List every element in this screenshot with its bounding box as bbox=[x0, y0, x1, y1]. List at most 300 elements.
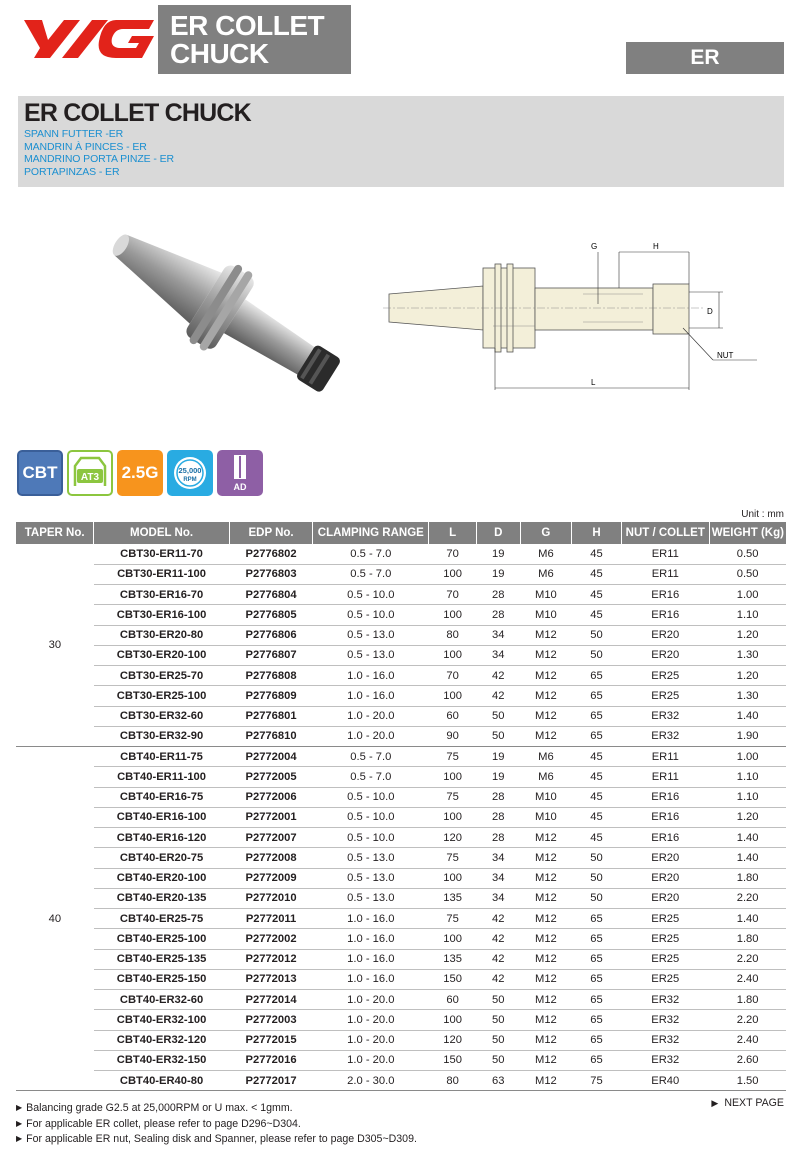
table-cell: CBT40-ER20-135 bbox=[94, 888, 229, 908]
table-cell: M12 bbox=[520, 645, 572, 665]
table-cell: 0.5 - 10.0 bbox=[313, 585, 429, 605]
table-cell: 0.5 - 13.0 bbox=[313, 888, 429, 908]
table-cell: 1.20 bbox=[709, 625, 786, 645]
product-title: ER COLLET CHUCK bbox=[24, 99, 251, 127]
table-cell: CBT30-ER25-70 bbox=[94, 666, 229, 686]
drawing-label-g: G bbox=[591, 242, 598, 251]
table-row bbox=[16, 909, 786, 929]
col-header: EDP No. bbox=[229, 522, 313, 544]
table-cell: 19 bbox=[476, 544, 520, 564]
col-header: D bbox=[476, 522, 520, 544]
table-cell: 1.00 bbox=[709, 747, 786, 767]
table-cell: 1.20 bbox=[709, 666, 786, 686]
drawing-label-l: L bbox=[591, 378, 596, 387]
table-cell: ER25 bbox=[621, 686, 709, 706]
table-row bbox=[16, 1071, 786, 1091]
table-cell: 2.0 - 30.0 bbox=[313, 1071, 429, 1091]
table-cell: 1.10 bbox=[709, 787, 786, 807]
table-cell: ER11 bbox=[621, 564, 709, 584]
table-cell: 75 bbox=[429, 747, 477, 767]
table-cell: 0.50 bbox=[709, 544, 786, 564]
table-cell: 65 bbox=[572, 990, 622, 1010]
header-title-line1: ER COLLET bbox=[170, 10, 325, 41]
table-cell: 1.50 bbox=[709, 1071, 786, 1091]
table-cell: 65 bbox=[572, 1050, 622, 1070]
table-row bbox=[16, 888, 786, 908]
table-cell: ER25 bbox=[621, 969, 709, 989]
drawing-label-h: H bbox=[653, 242, 659, 251]
table-cell: 45 bbox=[572, 767, 622, 787]
table-cell: 0.5 - 13.0 bbox=[313, 868, 429, 888]
table-cell: P2772001 bbox=[229, 807, 313, 827]
feature-badges bbox=[17, 450, 263, 498]
table-cell: 42 bbox=[476, 929, 520, 949]
table-cell: CBT40-ER32-100 bbox=[94, 1010, 229, 1030]
table-cell: CBT40-ER16-100 bbox=[94, 807, 229, 827]
table-cell: CBT40-ER16-75 bbox=[94, 787, 229, 807]
table-cell: 2.40 bbox=[709, 969, 786, 989]
table-cell: 50 bbox=[572, 848, 622, 868]
table-cell: M12 bbox=[520, 1010, 572, 1030]
table-cell: 150 bbox=[429, 1050, 477, 1070]
table-cell: 70 bbox=[429, 666, 477, 686]
table-cell: 50 bbox=[476, 1030, 520, 1050]
table-cell: ER20 bbox=[621, 645, 709, 665]
table-cell: 0.5 - 13.0 bbox=[313, 625, 429, 645]
table-cell: CBT30-ER32-60 bbox=[94, 706, 229, 726]
table-cell: P2776805 bbox=[229, 605, 313, 625]
table-cell: 65 bbox=[572, 949, 622, 969]
table-cell: 2.20 bbox=[709, 1010, 786, 1030]
product-subtitle: PORTAPINZAS - ER bbox=[24, 165, 120, 178]
table-cell: M12 bbox=[520, 625, 572, 645]
table-cell: 34 bbox=[476, 868, 520, 888]
table-cell: 45 bbox=[572, 828, 622, 848]
table-cell: P2772008 bbox=[229, 848, 313, 868]
table-cell: 1.0 - 20.0 bbox=[313, 1010, 429, 1030]
table-body bbox=[16, 544, 786, 1091]
table-row bbox=[16, 767, 786, 787]
yg-logo bbox=[20, 14, 156, 64]
product-subtitle: SPANN FUTTER -ER bbox=[24, 128, 124, 140]
table-cell: ER20 bbox=[621, 625, 709, 645]
table-cell: P2772010 bbox=[229, 888, 313, 908]
note-item: ▶ For applicable ER nut, Sealing disk and Spanner, please refer to page D305~D309. bbox=[16, 1132, 417, 1148]
table-cell: ER32 bbox=[621, 1030, 709, 1050]
table-cell: 19 bbox=[476, 747, 520, 767]
table-cell: 0.5 - 10.0 bbox=[313, 828, 429, 848]
table-cell: ER16 bbox=[621, 807, 709, 827]
table-cell: 45 bbox=[572, 747, 622, 767]
table-cell: P2772002 bbox=[229, 929, 313, 949]
table-cell: 2.40 bbox=[709, 1030, 786, 1050]
table-cell: M12 bbox=[520, 1071, 572, 1091]
table-cell: 19 bbox=[476, 767, 520, 787]
table-row bbox=[16, 645, 786, 665]
table-cell: 100 bbox=[429, 1010, 477, 1030]
table-cell: 1.30 bbox=[709, 686, 786, 706]
table-cell: P2776808 bbox=[229, 666, 313, 686]
table-cell: 150 bbox=[429, 969, 477, 989]
table-cell: ER16 bbox=[621, 605, 709, 625]
table-row bbox=[16, 787, 786, 807]
table-cell: 1.0 - 20.0 bbox=[313, 1050, 429, 1070]
table-cell: 50 bbox=[476, 1010, 520, 1030]
table-cell: M6 bbox=[520, 767, 572, 787]
table-cell: ER25 bbox=[621, 949, 709, 969]
table-cell: 135 bbox=[429, 888, 477, 908]
note-item: ▶ Balancing grade G2.5 at 25,000RPM or U max. < 1gmm. bbox=[16, 1101, 417, 1117]
table-cell: CBT40-ER20-75 bbox=[94, 848, 229, 868]
table-cell: 100 bbox=[429, 929, 477, 949]
table-cell: 50 bbox=[572, 625, 622, 645]
table-cell: 1.30 bbox=[709, 645, 786, 665]
table-cell: P2776802 bbox=[229, 544, 313, 564]
table-cell: P2772009 bbox=[229, 868, 313, 888]
table-cell: CBT40-ER32-120 bbox=[94, 1030, 229, 1050]
table-cell: CBT40-ER16-120 bbox=[94, 828, 229, 848]
table-header-row bbox=[16, 522, 786, 544]
table-cell: ER32 bbox=[621, 1050, 709, 1070]
cbt-badge: CBT bbox=[17, 450, 63, 496]
table-cell: 19 bbox=[476, 564, 520, 584]
svg-text:AT3: AT3 bbox=[80, 472, 100, 483]
at3-icon bbox=[69, 452, 111, 494]
technical-drawing bbox=[383, 238, 783, 398]
table-cell: 1.10 bbox=[709, 605, 786, 625]
table-cell: 0.5 - 13.0 bbox=[313, 645, 429, 665]
table-cell: CBT40-ER25-100 bbox=[94, 929, 229, 949]
table-cell: ER25 bbox=[621, 929, 709, 949]
table-cell: M12 bbox=[520, 828, 572, 848]
header-title bbox=[158, 5, 351, 74]
product-subtitle: MANDRIN À PINCES - ER bbox=[24, 140, 147, 153]
table-cell: 42 bbox=[476, 666, 520, 686]
table-cell: ER20 bbox=[621, 888, 709, 908]
table-cell: 65 bbox=[572, 1030, 622, 1050]
table-cell: CBT40-ER32-150 bbox=[94, 1050, 229, 1070]
table-row bbox=[16, 564, 786, 584]
next-page-link[interactable]: ▶ NEXT PAGE bbox=[711, 1097, 784, 1109]
table-row bbox=[16, 686, 786, 706]
table-cell: CBT30-ER11-100 bbox=[94, 564, 229, 584]
table-cell: 2.20 bbox=[709, 949, 786, 969]
table-cell: 45 bbox=[572, 585, 622, 605]
table-cell: 135 bbox=[429, 949, 477, 969]
at3-badge bbox=[67, 450, 113, 496]
ad-coolant-icon bbox=[219, 452, 261, 494]
balance-grade-badge: 2.5G bbox=[117, 450, 163, 496]
table-cell: 45 bbox=[572, 807, 622, 827]
table-cell: ER25 bbox=[621, 909, 709, 929]
table-cell: 100 bbox=[429, 686, 477, 706]
table-cell: 28 bbox=[476, 585, 520, 605]
table-cell: 63 bbox=[476, 1071, 520, 1091]
table-cell: 0.5 - 10.0 bbox=[313, 807, 429, 827]
table-cell: P2772016 bbox=[229, 1050, 313, 1070]
table-cell: 0.5 - 7.0 bbox=[313, 544, 429, 564]
col-header: CLAMPING RANGE bbox=[313, 522, 429, 544]
taper-cell: 30 bbox=[16, 544, 94, 747]
svg-text:AD: AD bbox=[233, 482, 247, 492]
table-cell: 65 bbox=[572, 929, 622, 949]
table-cell: 80 bbox=[429, 625, 477, 645]
note-item: ▶ For applicable ER collet, please refer to page D296~D304. bbox=[16, 1117, 417, 1133]
table-row bbox=[16, 585, 786, 605]
table-cell: M10 bbox=[520, 605, 572, 625]
table-row bbox=[16, 726, 786, 746]
table-cell: 0.5 - 7.0 bbox=[313, 564, 429, 584]
table-cell: 1.80 bbox=[709, 868, 786, 888]
table-cell: P2772004 bbox=[229, 747, 313, 767]
table-cell: M12 bbox=[520, 1050, 572, 1070]
table-cell: 28 bbox=[476, 605, 520, 625]
table-cell: ER16 bbox=[621, 787, 709, 807]
table-cell: 75 bbox=[572, 1071, 622, 1091]
table-cell: 1.0 - 20.0 bbox=[313, 726, 429, 746]
table-cell: 1.0 - 16.0 bbox=[313, 666, 429, 686]
table-cell: ER32 bbox=[621, 726, 709, 746]
table-cell: M10 bbox=[520, 585, 572, 605]
table-cell: M12 bbox=[520, 868, 572, 888]
table-cell: 65 bbox=[572, 666, 622, 686]
table-cell: ER25 bbox=[621, 666, 709, 686]
table-cell: ER20 bbox=[621, 848, 709, 868]
table-cell: 1.0 - 16.0 bbox=[313, 686, 429, 706]
table-cell: CBT40-ER25-135 bbox=[94, 949, 229, 969]
footer-notes bbox=[16, 1101, 417, 1148]
table-cell: M12 bbox=[520, 666, 572, 686]
table-cell: 100 bbox=[429, 807, 477, 827]
table-cell: CBT40-ER40-80 bbox=[94, 1071, 229, 1091]
table-row bbox=[16, 828, 786, 848]
table-cell: 120 bbox=[429, 1030, 477, 1050]
unit-label: Unit : mm bbox=[741, 509, 784, 520]
page-header bbox=[0, 0, 800, 80]
svg-text:25,000: 25,000 bbox=[178, 466, 202, 475]
table-cell: 45 bbox=[572, 605, 622, 625]
table-cell: M6 bbox=[520, 544, 572, 564]
table-cell: 100 bbox=[429, 564, 477, 584]
table-cell: 80 bbox=[429, 1071, 477, 1091]
table-cell: M10 bbox=[520, 787, 572, 807]
table-cell: 50 bbox=[572, 868, 622, 888]
table-row bbox=[16, 1050, 786, 1070]
table-cell: 0.5 - 7.0 bbox=[313, 747, 429, 767]
table-cell: M6 bbox=[520, 747, 572, 767]
table-cell: M12 bbox=[520, 686, 572, 706]
table-cell: 1.0 - 16.0 bbox=[313, 909, 429, 929]
table-row bbox=[16, 605, 786, 625]
table-cell: 1.40 bbox=[709, 848, 786, 868]
product-photo bbox=[70, 188, 370, 438]
table-cell: ER16 bbox=[621, 585, 709, 605]
table-cell: 1.80 bbox=[709, 929, 786, 949]
table-cell: 65 bbox=[572, 969, 622, 989]
table-cell: 65 bbox=[572, 1010, 622, 1030]
table-cell: CBT30-ER11-70 bbox=[94, 544, 229, 564]
drawing-label-nut: NUT bbox=[717, 351, 734, 360]
table-cell: 60 bbox=[429, 990, 477, 1010]
table-cell: M12 bbox=[520, 726, 572, 746]
col-header: TAPER No. bbox=[16, 522, 94, 544]
table-cell: P2776803 bbox=[229, 564, 313, 584]
table-cell: ER16 bbox=[621, 828, 709, 848]
table-cell: 65 bbox=[572, 686, 622, 706]
table-cell: 100 bbox=[429, 767, 477, 787]
col-header: WEIGHT (Kg) bbox=[709, 522, 786, 544]
table-cell: 34 bbox=[476, 645, 520, 665]
table-cell: 70 bbox=[429, 585, 477, 605]
table-cell: ER32 bbox=[621, 1010, 709, 1030]
table-row bbox=[16, 969, 786, 989]
table-cell: P2772017 bbox=[229, 1071, 313, 1091]
table-cell: CBT30-ER25-100 bbox=[94, 686, 229, 706]
table-cell: 1.10 bbox=[709, 767, 786, 787]
table-cell: 1.00 bbox=[709, 585, 786, 605]
table-cell: 75 bbox=[429, 848, 477, 868]
table-cell: ER32 bbox=[621, 990, 709, 1010]
table-cell: 42 bbox=[476, 949, 520, 969]
table-cell: 45 bbox=[572, 564, 622, 584]
col-header: MODEL No. bbox=[94, 522, 229, 544]
table-cell: 1.90 bbox=[709, 726, 786, 746]
table-cell: M12 bbox=[520, 706, 572, 726]
product-subtitle: MANDRINO PORTA PINZE - ER bbox=[24, 153, 174, 166]
table-cell: 42 bbox=[476, 969, 520, 989]
table-cell: 50 bbox=[572, 888, 622, 908]
table-cell: 90 bbox=[429, 726, 477, 746]
table-cell: CBT30-ER20-100 bbox=[94, 645, 229, 665]
table-cell: 0.5 - 10.0 bbox=[313, 787, 429, 807]
table-cell: P2772005 bbox=[229, 767, 313, 787]
table-cell: 120 bbox=[429, 828, 477, 848]
table-cell: 1.0 - 16.0 bbox=[313, 929, 429, 949]
table-cell: 1.40 bbox=[709, 828, 786, 848]
table-cell: 0.5 - 13.0 bbox=[313, 848, 429, 868]
table-cell: M6 bbox=[520, 564, 572, 584]
table-cell: 42 bbox=[476, 686, 520, 706]
table-cell: ER11 bbox=[621, 747, 709, 767]
table-cell: 50 bbox=[476, 990, 520, 1010]
table-cell: P2776810 bbox=[229, 726, 313, 746]
table-cell: 34 bbox=[476, 625, 520, 645]
table-cell: 50 bbox=[476, 1050, 520, 1070]
table-cell: 45 bbox=[572, 544, 622, 564]
table-cell: M12 bbox=[520, 1030, 572, 1050]
table-row bbox=[16, 949, 786, 969]
table-cell: M10 bbox=[520, 807, 572, 827]
table-cell: P2776806 bbox=[229, 625, 313, 645]
table-row bbox=[16, 666, 786, 686]
table-cell: P2772012 bbox=[229, 949, 313, 969]
table-row bbox=[16, 929, 786, 949]
table-row bbox=[16, 747, 786, 767]
table-cell: P2776809 bbox=[229, 686, 313, 706]
table-cell: 70 bbox=[429, 544, 477, 564]
table-cell: ER11 bbox=[621, 544, 709, 564]
table-cell: 1.20 bbox=[709, 807, 786, 827]
table-cell: 65 bbox=[572, 706, 622, 726]
table-cell: P2772003 bbox=[229, 1010, 313, 1030]
table-cell: P2772011 bbox=[229, 909, 313, 929]
table-cell: 28 bbox=[476, 787, 520, 807]
rpm-badge bbox=[167, 450, 213, 496]
table-cell: ER11 bbox=[621, 767, 709, 787]
col-header: G bbox=[520, 522, 572, 544]
table-cell: 75 bbox=[429, 909, 477, 929]
table-cell: P2772007 bbox=[229, 828, 313, 848]
header-title-line2: CHUCK bbox=[170, 38, 269, 69]
table-cell: 50 bbox=[572, 645, 622, 665]
table-row bbox=[16, 990, 786, 1010]
ad-badge bbox=[217, 450, 263, 496]
table-cell: 1.40 bbox=[709, 706, 786, 726]
table-cell: M12 bbox=[520, 969, 572, 989]
table-cell: P2776807 bbox=[229, 645, 313, 665]
table-cell: 45 bbox=[572, 787, 622, 807]
table-cell: M12 bbox=[520, 848, 572, 868]
table-cell: 0.5 - 7.0 bbox=[313, 767, 429, 787]
col-header: L bbox=[429, 522, 477, 544]
table-cell: M12 bbox=[520, 990, 572, 1010]
table-cell: 1.0 - 20.0 bbox=[313, 706, 429, 726]
table-cell: M12 bbox=[520, 949, 572, 969]
table-cell: P2772014 bbox=[229, 990, 313, 1010]
section-tab: ER bbox=[626, 42, 784, 74]
table-cell: 65 bbox=[572, 726, 622, 746]
table-row bbox=[16, 706, 786, 726]
taper-cell: 40 bbox=[16, 747, 94, 1091]
table-cell: 1.0 - 20.0 bbox=[313, 1030, 429, 1050]
table-cell: 65 bbox=[572, 909, 622, 929]
table-cell: 1.0 - 20.0 bbox=[313, 990, 429, 1010]
table-cell: CBT40-ER20-100 bbox=[94, 868, 229, 888]
svg-text:RPM: RPM bbox=[183, 477, 197, 483]
table-cell: CBT40-ER25-75 bbox=[94, 909, 229, 929]
table-cell: CBT30-ER20-80 bbox=[94, 625, 229, 645]
table-cell: 100 bbox=[429, 868, 477, 888]
table-row bbox=[16, 868, 786, 888]
table-cell: P2772013 bbox=[229, 969, 313, 989]
table-cell: ER40 bbox=[621, 1071, 709, 1091]
spec-table bbox=[16, 522, 786, 1091]
product-title-band bbox=[18, 96, 784, 187]
table-cell: 60 bbox=[429, 706, 477, 726]
table-cell: 42 bbox=[476, 909, 520, 929]
table-cell: CBT40-ER25-150 bbox=[94, 969, 229, 989]
table-cell: CBT40-ER11-75 bbox=[94, 747, 229, 767]
table-cell: CBT40-ER32-60 bbox=[94, 990, 229, 1010]
table-cell: CBT30-ER16-70 bbox=[94, 585, 229, 605]
table-cell: 2.60 bbox=[709, 1050, 786, 1070]
table-cell: 28 bbox=[476, 807, 520, 827]
table-row bbox=[16, 1010, 786, 1030]
table-cell: 1.80 bbox=[709, 990, 786, 1010]
table-cell: 50 bbox=[476, 706, 520, 726]
table-cell: CBT30-ER16-100 bbox=[94, 605, 229, 625]
table-row bbox=[16, 807, 786, 827]
table-cell: M12 bbox=[520, 929, 572, 949]
col-header: NUT / COLLET bbox=[621, 522, 709, 544]
table-row bbox=[16, 1030, 786, 1050]
table-cell: ER32 bbox=[621, 706, 709, 726]
rpm-icon bbox=[169, 452, 211, 494]
drawing-label-d: D bbox=[707, 307, 713, 316]
table-cell: 0.5 - 10.0 bbox=[313, 605, 429, 625]
table-cell: 1.40 bbox=[709, 909, 786, 929]
table-cell: M12 bbox=[520, 888, 572, 908]
